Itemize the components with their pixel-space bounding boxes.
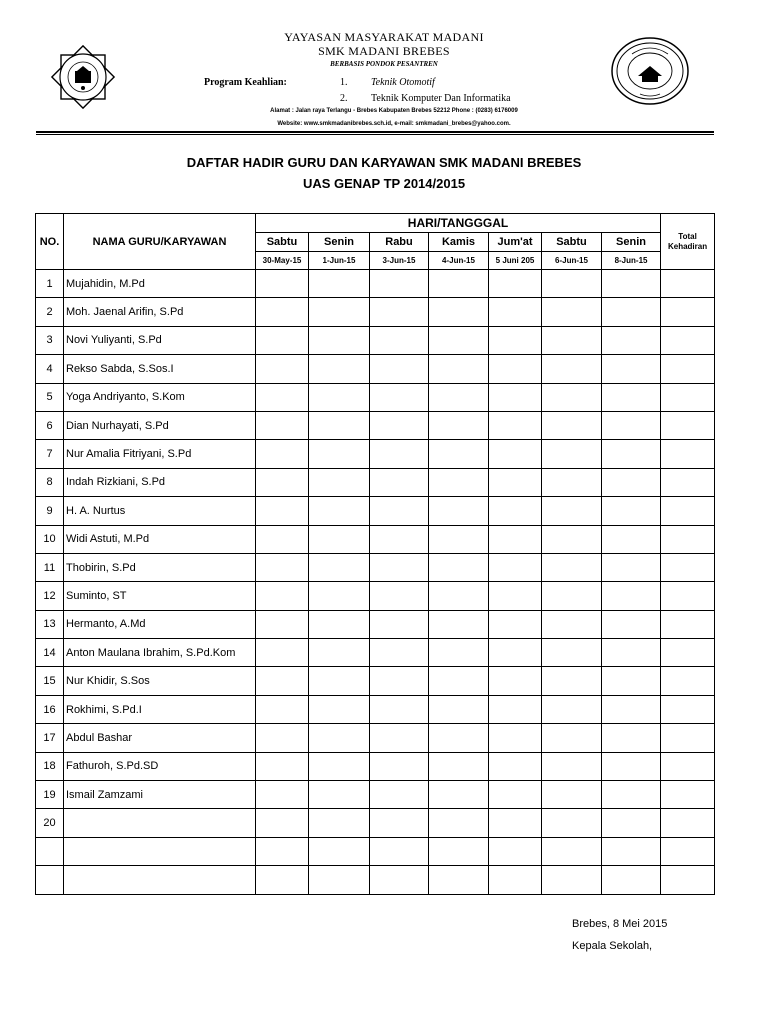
attendance-cell (429, 610, 489, 638)
attendance-cell (256, 695, 309, 723)
attendance-cell (602, 383, 661, 411)
attendance-cell (602, 525, 661, 553)
staff-name: Yoga Andriyanto, S.Kom (64, 383, 256, 411)
total-cell (661, 610, 715, 638)
attendance-cell (489, 553, 542, 581)
attendance-cell (429, 440, 489, 468)
staff-name: Moh. Jaenal Arifin, S.Pd (64, 298, 256, 326)
attendance-cell (542, 270, 602, 298)
attendance-cell (429, 355, 489, 383)
row-number: 6 (36, 411, 64, 439)
row-number: 20 (36, 809, 64, 837)
day-header: Rabu (370, 233, 429, 252)
attendance-cell (370, 270, 429, 298)
staff-name (64, 809, 256, 837)
attendance-cell (542, 298, 602, 326)
attendance-cell (542, 326, 602, 354)
attendance-cell (602, 724, 661, 752)
total-cell (661, 809, 715, 837)
row-number: 3 (36, 326, 64, 354)
table-row (36, 809, 715, 837)
staff-name: H. A. Nurtus (64, 497, 256, 525)
staff-name: Rekso Sabda, S.Sos.I (64, 355, 256, 383)
header-divider (36, 131, 714, 133)
total-cell (661, 298, 715, 326)
attendance-cell (309, 752, 370, 780)
staff-name: Fathuroh, S.Pd.SD (64, 752, 256, 780)
staff-name: Thobirin, S.Pd (64, 553, 256, 581)
row-number: 14 (36, 639, 64, 667)
foundation-name: YAYASAN MASYARAKAT MADANI (284, 30, 484, 44)
total-cell (661, 582, 715, 610)
attendance-cell (256, 752, 309, 780)
attendance-cell (256, 355, 309, 383)
attendance-cell (309, 440, 370, 468)
date-header: 30-May-15 (256, 252, 309, 270)
attendance-table (35, 213, 715, 895)
attendance-cell (602, 497, 661, 525)
row-number (36, 866, 64, 894)
attendance-cell (256, 326, 309, 354)
total-cell (661, 497, 715, 525)
attendance-cell (602, 553, 661, 581)
attendance-cell (489, 667, 542, 695)
attendance-cell (489, 497, 542, 525)
column-header-name: NAMA GURU/KARYAWAN (64, 214, 256, 270)
attendance-cell (542, 809, 602, 837)
attendance-cell (489, 270, 542, 298)
school-address: Alamat : Jalan raya Terlangu - Brebes Kabupaten Brebes 52212 Phone : (0283) 6176009 (270, 108, 518, 114)
attendance-cell (542, 582, 602, 610)
signature-place-date: Brebes, 8 Mei 2015 (572, 918, 668, 930)
table-row (36, 724, 715, 752)
attendance-cell (489, 440, 542, 468)
attendance-cell (489, 582, 542, 610)
attendance-cell (542, 610, 602, 638)
attendance-cell (309, 468, 370, 496)
attendance-cell (370, 781, 429, 809)
attendance-cell (429, 497, 489, 525)
table-row (36, 383, 715, 411)
attendance-cell (370, 837, 429, 865)
attendance-cell (489, 809, 542, 837)
staff-name: Indah Rizkiani, S.Pd (64, 468, 256, 496)
attendance-cell (602, 355, 661, 383)
attendance-cell (309, 411, 370, 439)
attendance-cell (489, 639, 542, 667)
day-header: Senin (309, 233, 370, 252)
total-cell (661, 695, 715, 723)
attendance-cell (370, 298, 429, 326)
table-row (36, 270, 715, 298)
staff-name: Hermanto, A.Md (64, 610, 256, 638)
staff-name: Abdul Bashar (64, 724, 256, 752)
attendance-cell (370, 809, 429, 837)
attendance-cell (370, 582, 429, 610)
attendance-cell (602, 667, 661, 695)
attendance-cell (256, 781, 309, 809)
table-row (36, 298, 715, 326)
row-number: 15 (36, 667, 64, 695)
attendance-cell (542, 724, 602, 752)
row-number: 19 (36, 781, 64, 809)
total-cell (661, 440, 715, 468)
staff-name (64, 866, 256, 894)
attendance-cell (429, 695, 489, 723)
attendance-cell (429, 809, 489, 837)
attendance-cell (309, 639, 370, 667)
attendance-cell (489, 752, 542, 780)
staff-name: Widi Astuti, M.Pd (64, 525, 256, 553)
attendance-cell (370, 724, 429, 752)
attendance-cell (256, 837, 309, 865)
total-cell (661, 525, 715, 553)
attendance-cell (309, 383, 370, 411)
row-number (36, 837, 64, 865)
attendance-cell (256, 298, 309, 326)
staff-name: Ismail Zamzami (64, 781, 256, 809)
attendance-cell (256, 383, 309, 411)
attendance-cell (256, 866, 309, 894)
attendance-cell (542, 639, 602, 667)
attendance-cell (429, 724, 489, 752)
row-number: 11 (36, 553, 64, 581)
table-row (36, 355, 715, 383)
table-row (36, 525, 715, 553)
staff-name: Anton Maulana Ibrahim, S.Pd.Kom (64, 639, 256, 667)
total-cell (661, 724, 715, 752)
attendance-cell (309, 695, 370, 723)
attendance-cell (429, 639, 489, 667)
attendance-cell (309, 724, 370, 752)
attendance-cell (309, 326, 370, 354)
table-row (36, 639, 715, 667)
attendance-cell (602, 326, 661, 354)
table-row (36, 781, 715, 809)
column-header-no: NO. (36, 214, 64, 270)
school-tagline: BERBASIS PONDOK PESANTREN (330, 60, 438, 68)
attendance-cell (542, 695, 602, 723)
document-subtitle: UAS GENAP TP 2014/2015 (302, 176, 466, 191)
attendance-cell (370, 497, 429, 525)
signature-role: Kepala Sekolah, (572, 940, 653, 952)
staff-name (64, 837, 256, 865)
attendance-cell (256, 610, 309, 638)
attendance-cell (370, 639, 429, 667)
staff-name: Mujahidin, M.Pd (64, 270, 256, 298)
attendance-cell (429, 667, 489, 695)
row-number: 13 (36, 610, 64, 638)
attendance-cell (429, 298, 489, 326)
date-header: 4-Jun-15 (429, 252, 489, 270)
attendance-cell (542, 411, 602, 439)
attendance-cell (370, 695, 429, 723)
attendance-cell (309, 667, 370, 695)
attendance-cell (489, 724, 542, 752)
attendance-cell (542, 468, 602, 496)
attendance-cell (542, 355, 602, 383)
total-cell (661, 667, 715, 695)
attendance-cell (309, 809, 370, 837)
attendance-cell (542, 752, 602, 780)
date-header: 6-Jun-15 (542, 252, 602, 270)
row-number: 4 (36, 355, 64, 383)
table-row (36, 326, 715, 354)
row-number: 1 (36, 270, 64, 298)
attendance-cell (429, 781, 489, 809)
attendance-cell (489, 781, 542, 809)
row-number: 5 (36, 383, 64, 411)
attendance-cell (429, 383, 489, 411)
attendance-cell (489, 525, 542, 553)
total-cell (661, 326, 715, 354)
attendance-cell (309, 610, 370, 638)
table-row (36, 695, 715, 723)
attendance-cell (256, 667, 309, 695)
school-website: Website: www.smkmadanibrebes.sch.id, e-mail: smkmadani_brebes@yahoo.com. (277, 121, 511, 127)
attendance-cell (370, 667, 429, 695)
attendance-cell (429, 411, 489, 439)
column-header-days: HARI/TANGGGAL (256, 214, 661, 233)
date-header: 1-Jun-15 (309, 252, 370, 270)
attendance-cell (256, 440, 309, 468)
attendance-cell (542, 497, 602, 525)
attendance-cell (542, 383, 602, 411)
program-label: Program Keahlian: (204, 77, 287, 88)
row-number: 10 (36, 525, 64, 553)
total-cell (661, 411, 715, 439)
attendance-cell (602, 837, 661, 865)
attendance-cell (370, 411, 429, 439)
day-header: Kamis (429, 233, 489, 252)
attendance-cell (489, 468, 542, 496)
attendance-cell (370, 866, 429, 894)
attendance-cell (489, 411, 542, 439)
total-cell (661, 781, 715, 809)
header-divider-thin (36, 134, 714, 135)
attendance-cell (602, 866, 661, 894)
attendance-cell (309, 298, 370, 326)
table-row (36, 752, 715, 780)
attendance-cell (542, 525, 602, 553)
attendance-cell (309, 525, 370, 553)
attendance-cell (309, 270, 370, 298)
row-number: 17 (36, 724, 64, 752)
table-row (36, 411, 715, 439)
attendance-cell (602, 695, 661, 723)
attendance-cell (602, 270, 661, 298)
attendance-cell (309, 866, 370, 894)
table-row (36, 837, 715, 865)
date-header: 3-Jun-15 (370, 252, 429, 270)
attendance-cell (429, 326, 489, 354)
total-cell (661, 639, 715, 667)
staff-name: Nur Khidir, S.Sos (64, 667, 256, 695)
attendance-cell (256, 411, 309, 439)
attendance-cell (309, 553, 370, 581)
attendance-cell (429, 468, 489, 496)
staff-name: Dian Nurhayati, S.Pd (64, 411, 256, 439)
attendance-cell (489, 695, 542, 723)
attendance-cell (256, 270, 309, 298)
attendance-cell (602, 781, 661, 809)
table-row (36, 610, 715, 638)
attendance-cell (256, 639, 309, 667)
row-number: 7 (36, 440, 64, 468)
attendance-cell (309, 582, 370, 610)
school-name: SMK MADANI BREBES (318, 44, 450, 58)
attendance-cell (256, 553, 309, 581)
attendance-cell (602, 582, 661, 610)
attendance-cell (309, 781, 370, 809)
table-row (36, 866, 715, 894)
attendance-cell (489, 837, 542, 865)
program-number: 2. (340, 93, 348, 104)
attendance-cell (429, 752, 489, 780)
day-header: Sabtu (256, 233, 309, 252)
total-cell (661, 355, 715, 383)
attendance-cell (542, 837, 602, 865)
attendance-cell (370, 752, 429, 780)
day-header: Senin (602, 233, 661, 252)
table-row (36, 468, 715, 496)
attendance-cell (256, 582, 309, 610)
attendance-cell (602, 468, 661, 496)
attendance-cell (542, 553, 602, 581)
attendance-cell (429, 525, 489, 553)
attendance-cell (429, 582, 489, 610)
attendance-cell (429, 553, 489, 581)
attendance-cell (429, 837, 489, 865)
attendance-cell (489, 326, 542, 354)
attendance-cell (370, 610, 429, 638)
row-number: 9 (36, 497, 64, 525)
attendance-cell (489, 298, 542, 326)
attendance-cell (370, 553, 429, 581)
attendance-cell (542, 667, 602, 695)
attendance-cell (370, 326, 429, 354)
attendance-cell (602, 639, 661, 667)
attendance-cell (309, 837, 370, 865)
table-row (36, 553, 715, 581)
row-number: 12 (36, 582, 64, 610)
row-number: 8 (36, 468, 64, 496)
attendance-cell (256, 497, 309, 525)
attendance-cell (429, 866, 489, 894)
attendance-cell (489, 866, 542, 894)
attendance-cell (256, 809, 309, 837)
column-header-total: Total Kehadiran (661, 214, 715, 270)
attendance-cell (256, 468, 309, 496)
total-cell (661, 837, 715, 865)
attendance-cell (309, 355, 370, 383)
attendance-cell (370, 525, 429, 553)
attendance-cell (602, 298, 661, 326)
document-title: DAFTAR HADIR GURU DAN KARYAWAN SMK MADANI BREBES (186, 155, 582, 170)
attendance-cell (370, 440, 429, 468)
row-number: 16 (36, 695, 64, 723)
total-cell (661, 866, 715, 894)
attendance-cell (602, 809, 661, 837)
attendance-cell (602, 752, 661, 780)
total-cell (661, 270, 715, 298)
staff-name: Rokhimi, S.Pd.I (64, 695, 256, 723)
attendance-cell (370, 355, 429, 383)
attendance-cell (489, 355, 542, 383)
table-row (36, 582, 715, 610)
attendance-cell (542, 440, 602, 468)
total-cell (661, 468, 715, 496)
total-cell (661, 383, 715, 411)
table-row (36, 497, 715, 525)
day-header: Sabtu (542, 233, 602, 252)
program-number: 1. (340, 77, 348, 88)
day-header: Jum'at (489, 233, 542, 252)
attendance-cell (429, 270, 489, 298)
attendance-cell (602, 411, 661, 439)
total-cell (661, 553, 715, 581)
table-row (36, 440, 715, 468)
row-number: 2 (36, 298, 64, 326)
attendance-cell (309, 497, 370, 525)
staff-name: Suminto, ST (64, 582, 256, 610)
attendance-cell (602, 610, 661, 638)
attendance-cell (370, 383, 429, 411)
staff-name: Novi Yuliyanti, S.Pd (64, 326, 256, 354)
attendance-cell (256, 724, 309, 752)
table-row (36, 667, 715, 695)
program-name: Teknik Otomotif (371, 77, 435, 88)
date-header: 8-Jun-15 (602, 252, 661, 270)
attendance-cell (602, 440, 661, 468)
program-name: Teknik Komputer Dan Informatika (371, 93, 511, 104)
attendance-cell (489, 383, 542, 411)
attendance-cell (256, 525, 309, 553)
attendance-cell (370, 468, 429, 496)
attendance-cell (489, 610, 542, 638)
date-header: 5 Juni 205 (489, 252, 542, 270)
total-cell (661, 752, 715, 780)
attendance-cell (542, 781, 602, 809)
staff-name: Nur Amalia Fitriyani, S.Pd (64, 440, 256, 468)
row-number: 18 (36, 752, 64, 780)
attendance-cell (542, 866, 602, 894)
